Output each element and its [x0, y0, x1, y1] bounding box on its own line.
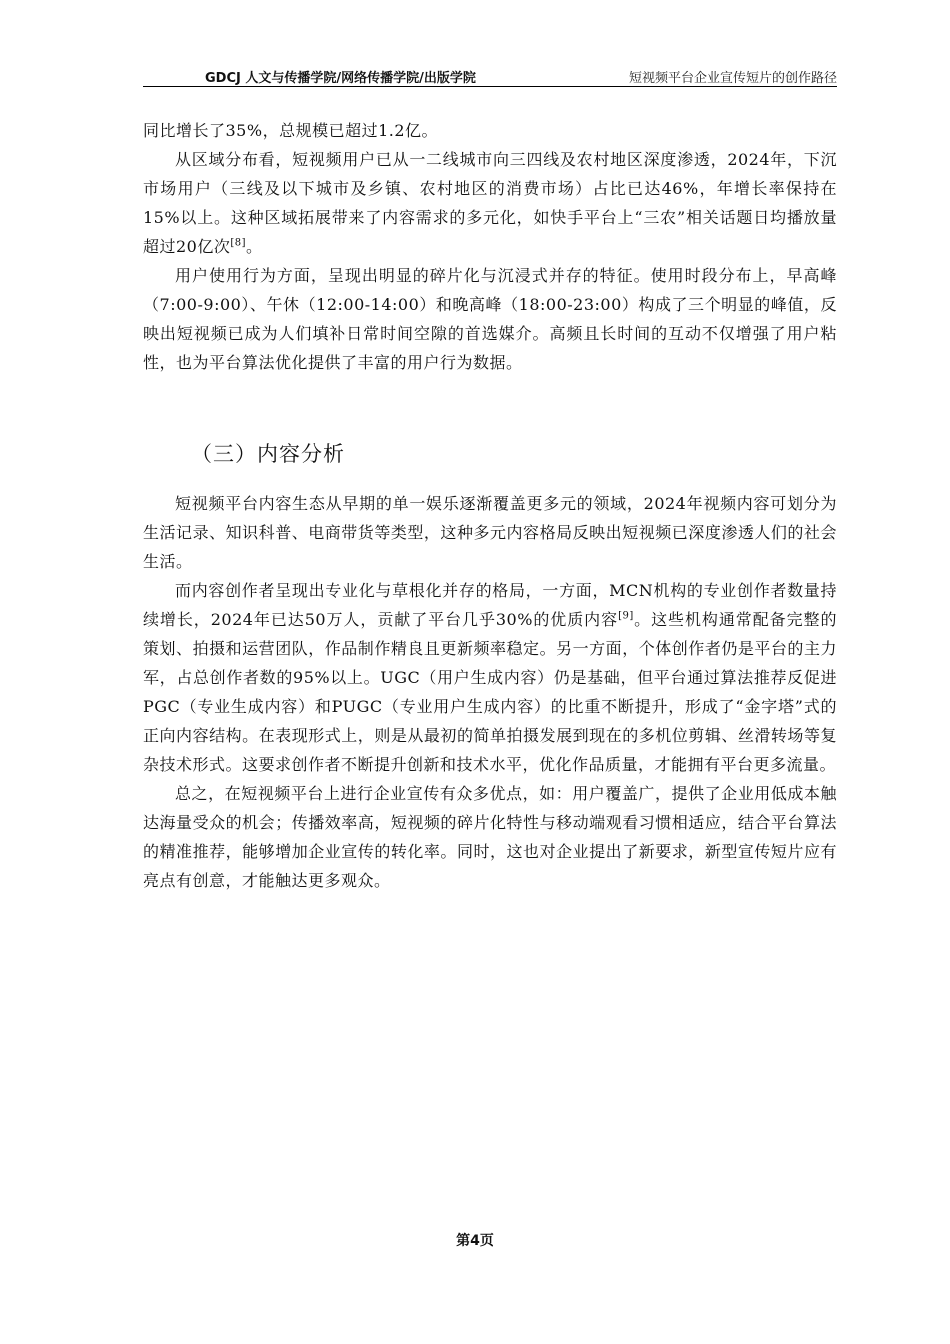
body-text: [143, 116, 837, 895]
paragraph-usage-behavior: 用户使用行为方面，呈现出明显的碎片化与沉浸式并存的特征。使用时段分布上，早高峰（7:00-9:00）、午休（12:00-14:00）和晚高峰（18:00-23:00）构成了三个明显的峰值，反映出短视频已成为人们填补日常时间空隙的首选媒介。高频且长时间的互动不仅增强了用户粘性，也为平台算法优化提供了丰富的用户行为数据。: [143, 266, 837, 372]
header-divider: [143, 86, 837, 87]
section-heading: （三）内容分析: [191, 442, 345, 466]
paragraph-summary: 总之，在短视频平台上进行企业宣传有众多优点，如：用户覆盖广，提供了企业用低成本触达海量受众的机会；传播效率高，短视频的碎片化特性与移动端观看习惯相适应，结合平台算法的精准推荐，能够增加企业宣传的转化率。同时，这也对企业提出了新要求，新型宣传短片应有亮点有创意，才能触达更多观众。: [143, 784, 837, 890]
citation-ref: [8]: [230, 237, 247, 249]
paragraph-continued: 同比增长了35%，总规模已超过1.2亿。: [143, 121, 439, 140]
paragraph-text: 。这些机构通常配备完整的策划、拍摄和运营团队，作品制作精良且更新频率稳定。另一方面，个体创作者仍是平台的主力军，占总创作者数的95%以上。UGC（用户生成内容）仍是基础，但平台通过算法推荐反促进PGC（专业生成内容）和PUGC（专业用户生成内容）的比重不断提升，形成了“金字塔”式的正向内容结构。在表现形式上，则是从最初的简单拍摄发展到现在的多机位剪辑、丝滑转场等复杂技术形式。这要求创作者不断提升创新和技术水平，优化作品质量，才能拥有平台更多流量。: [143, 610, 837, 774]
header-title: 短视频平台企业宣传短片的创作路径: [628, 71, 837, 86]
paragraph-creators: [143, 576, 837, 779]
paragraph-text: 而内容创作者呈现出专业化与草根化并存的格局，一方面，MCN机构的专业创作者数量持续增长，2024年已达50万人，贡献了平台几乎30%的优质内容: [143, 581, 837, 629]
page-number: 第4页: [456, 1233, 494, 1249]
paragraph-end: 。: [246, 237, 263, 256]
page-header: [143, 64, 837, 86]
paragraph-text: 从区域分布看，短视频用户已从一二线城市向三四线及农村地区深度渗透，2024年，下沉市场用户（三线及以下城市及乡镇、农村地区的消费市场）占比已达46%，年增长率保持在15%以上。这种区域拓展带来了内容需求的多元化，如快手平台上“三农”相关话题日均播放量超过20亿次: [143, 150, 837, 256]
citation-ref: [9]: [618, 610, 634, 622]
header-institution: GDCJ 人文与传播学院/网络传播学院/出版学院: [205, 71, 476, 86]
paragraph-content-ecosystem: 短视频平台内容生态从早期的单一娱乐逐渐覆盖更多元的领域，2024年视频内容可划分为生活记录、知识科普、电商带货等类型，这种多元内容格局反映出短视频已深度渗透人们的社会生活。: [143, 494, 837, 571]
paragraph-regional-distribution: [143, 145, 837, 261]
